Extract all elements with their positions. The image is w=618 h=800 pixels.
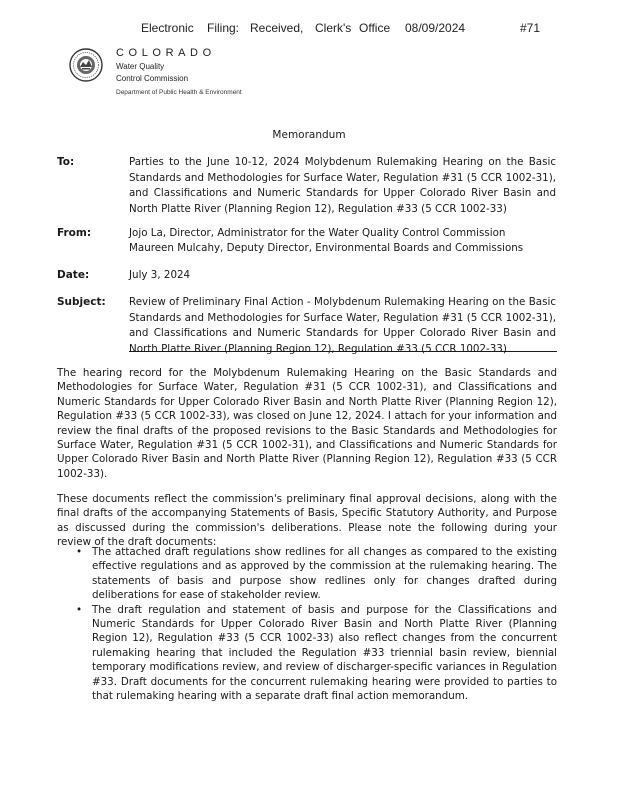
division-line-1: Water Quality bbox=[116, 62, 165, 71]
bullet-icon: • bbox=[76, 546, 83, 558]
list-item bbox=[57, 603, 557, 704]
bullet-icon: • bbox=[76, 603, 83, 616]
list-item-text: The attached draft regulations show redlines for all changes as compared to the existing effective regulations and as approved by the commission at the rulemaking hearing. The statements of basis and purpose show redlines only for changes drafted during deliberations for ease of stakeholder review. bbox=[92, 546, 557, 602]
to-label: To: bbox=[57, 156, 75, 168]
filing-word-clerks: Clerk's bbox=[315, 21, 352, 35]
filing-stamp bbox=[0, 21, 618, 37]
date-label: Date: bbox=[57, 269, 90, 281]
department-name: Department of Public Health & Environment bbox=[116, 89, 242, 96]
filing-number: #71 bbox=[520, 21, 541, 35]
to-value: Parties to the June 10-12, 2024 Molybdenum Rulemaking Hearing on the Basic Standards and Methodologies for Surface Water, Regulation #31 (5 CCR 1002-31), and Classifications and Numeric Standards for Upper Colorado River Basin and North Platte River (Planning Region 12), Regulation #33 (5 CCR 1002-33) bbox=[129, 156, 556, 215]
date-value: July 3, 2024 bbox=[129, 269, 191, 281]
subject-label: Subject: bbox=[57, 296, 106, 308]
state-name: COLORADO bbox=[116, 47, 216, 59]
division-line-2: Control Commission bbox=[116, 73, 189, 83]
filing-word-filing: Filing: bbox=[207, 21, 240, 35]
filing-word-received: Received, bbox=[250, 21, 304, 35]
subject-value: Review of Preliminary Final Action - Molybdenum Rulemaking Hearing on the Basic Standards and Methodologies for Surface Water, Regulation #31 (5 CCR 1002-31), and Classifications and Numeric Standards for Upper Colorado River Basin and North Platte River (Planning Region 12), Regulation #33 (5 CCR 1002-33) bbox=[129, 296, 556, 355]
from-line-2: Maureen Mulcahy, Deputy Director, Environmental Boards and Commissions bbox=[129, 242, 524, 254]
colorado-state-seal-icon bbox=[69, 48, 103, 82]
from-line-1: Jojo La, Director, Administrator for the Water Quality Control Commission bbox=[129, 227, 506, 239]
list-item bbox=[57, 545, 557, 603]
body-paragraph-1: The hearing record for the Molybdenum Rulemaking Hearing on the Basic Standards and Methodologies for Surface Water, Regulation #31 (5 CCR 1002-31), and Classifications and Numeric Standards for Upper Colorado River Basin and North Platte River (Planning Region 12), Regulation #33 (5 CCR 1002-33), was closed on June 12, 2024. I attach for your information and review the final drafts of the proposed revisions to the Basic Standards and Methodologies for Surface Water, Regulation #31 (5 CCR 1002-31), and Classifications and Numeric Standards for Upper Colorado River Basin and North Platte River (Planning Region 12), Regulation #33 (5 CCR 1002-33). bbox=[57, 367, 557, 480]
filing-date: 08/09/2024 bbox=[405, 21, 466, 35]
body-paragraph-2: These documents reflect the commission's preliminary final approval decisions, along with the final drafts of the accompanying Statements of Basis, Specific Statutory Authority, and Purpose as discussed during the commission's deliberations. Please note the following during your review of the draft documents: bbox=[57, 493, 557, 549]
filing-word-electronic: Electronic bbox=[141, 21, 194, 35]
list-item-text: The draft regulation and statement of basis and purpose for the Classifications and Numeric Standards for Upper Colorado River Basin and North Platte River (Planning Region 12), Regulation #33 (5 CCR 1002-33) also reflect changes from the concurrent rulemaking hearing that included the Regulation #33 triennial basin review, biennial temporary modifications review, and review of discharger-specific variances in Regulation #33. Draft documents for the concurrent rulemaking hearing were provided to parties to that rulemaking hearing with a separate draft final action memorandum. bbox=[92, 603, 557, 703]
agency-name bbox=[116, 47, 216, 83]
from-label: From: bbox=[57, 227, 92, 239]
review-notes-list bbox=[57, 545, 557, 703]
filing-word-office: Office bbox=[359, 21, 391, 35]
memo-title: Memorandum bbox=[272, 129, 346, 141]
subject-divider bbox=[129, 351, 557, 352]
